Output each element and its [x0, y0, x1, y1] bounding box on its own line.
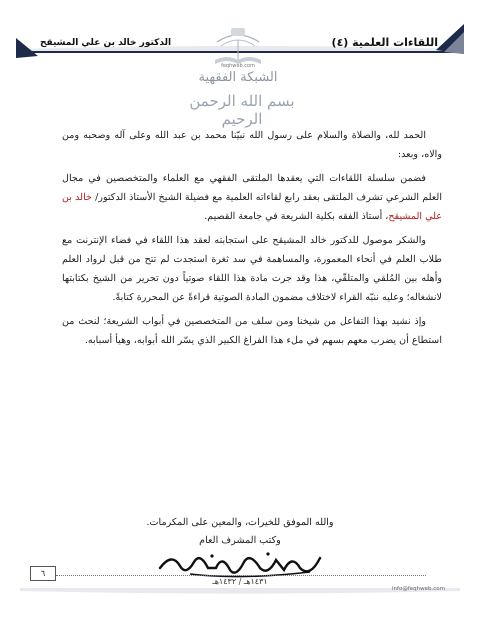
header-author: الدكتور خالد بن علي المشيقح	[40, 38, 172, 48]
scholar-name: خالد بن علي المشيقح	[62, 192, 442, 222]
footer-email: info@feqhweb.com	[392, 586, 445, 592]
intro-text	[62, 126, 442, 354]
logo-url: feqhweb.com	[221, 63, 255, 69]
paragraph-2-end: ، أستاذ الفقه بكلية الشريعة في جامعة القصيم.	[204, 211, 389, 222]
signature-date: ١٤٣١هـ / ١٤٣٢هـ	[212, 577, 268, 586]
series-title: اللقاءات العلمية (٤)	[331, 36, 438, 49]
paragraph-3: والشكر موصول للدكتور خالد المشيقح على استجابته لعقد هذا اللقاء في فضاء الإنترنت مع طلاب العلم في أنحاء المعمورة، والمساهمة في سد ثغرة استجدت لم تتح من قبل لرواد العلم وأهله بين المُلقي والمتلقّي، هذا وقد جرت مادة هذا اللقاء صوتياً دون تحرير من الشيخ بكتابتها لانشغاله؛ وعليه ننبّه القراء لاختلاف مضمون المادة الصوتية قراءةً عن المحررة كتابةً.	[62, 235, 442, 303]
paragraph-1: الحمد لله، والصلاة والسلام على رسول الله نبيّنا محمد بن عبد الله وعلى آله وصحبه ومن والاه، وبعد:	[62, 130, 442, 160]
basmala: بسم الله الرحمن الرحيم	[189, 92, 295, 128]
footer-rule	[56, 575, 426, 576]
closing-block	[120, 514, 360, 550]
closing-line-2: وكتب المشرف العام	[199, 535, 281, 546]
page-number: ٦	[30, 566, 56, 581]
logo-name: الشبكة الفقهية	[198, 70, 278, 85]
closing-line-1: والله الموفق للخيرات، والمعين على المكرمات.	[146, 517, 334, 528]
paragraph-4: وإذ نشيد بهذا التفاعل من شيخنا ومن سلف من المتخصصين في أبواب الشريعة؛ لنحث من استطاع أن يضرب معهم بسهم في ملء هذا الفراغ الكبير الذي يسّر الله أبوابه، وهيأ أسبابه.	[62, 316, 442, 346]
paragraph-2	[62, 169, 442, 226]
paragraph-2-start: فضمن سلسلة اللقاءات التي يعقدها الملتقى الفقهي مع العلماء والمتخصصين في مجال العلم الشرعي تشرف الملتقى بعقد رابع لقاءاته العلمية مع فضيلة الشيخ الأستاذ الدكتور/	[62, 173, 442, 203]
